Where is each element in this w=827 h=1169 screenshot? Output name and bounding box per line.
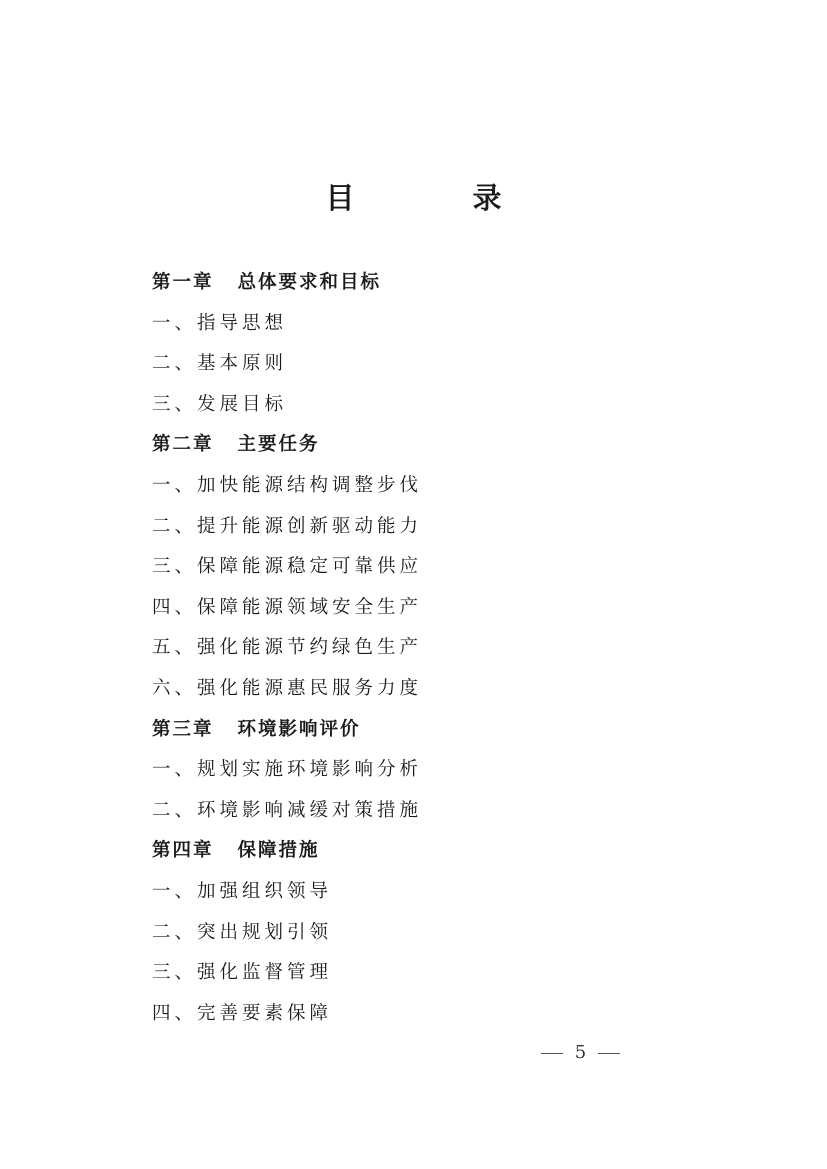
toc-section-title: 五、强化能源节约绿色生产 xyxy=(152,637,423,659)
toc-chapter-number: 第一章 xyxy=(152,272,214,293)
toc-section-entry[interactable] xyxy=(152,791,712,832)
page-number: 5 xyxy=(574,1042,587,1063)
toc-section-entry[interactable] xyxy=(152,913,712,954)
toc-section-entry[interactable] xyxy=(152,304,712,345)
toc-section-entry[interactable] xyxy=(152,669,712,710)
page-footer xyxy=(0,1040,827,1066)
toc-chapter-title: 总体要求和目标 xyxy=(237,272,382,293)
toc-section-title: 二、提升能源创新驱动能力 xyxy=(152,515,423,537)
toc-section-title: 一、规划实施环境影响分析 xyxy=(152,759,423,781)
toc-chapter-entry[interactable] xyxy=(152,263,712,304)
toc-section-title: 一、加快能源结构调整步伐 xyxy=(152,474,423,496)
toc-section-title: 二、环境影响减缓对策措施 xyxy=(152,799,423,821)
toc-section-title: 三、保障能源稳定可靠供应 xyxy=(152,556,423,578)
toc-section-title: 三、发展目标 xyxy=(152,393,288,415)
toc-chapter-entry[interactable] xyxy=(152,425,712,466)
toc-section-title: 四、保障能源领域安全生产 xyxy=(152,596,423,618)
toc-chapter-title: 保障措施 xyxy=(237,840,320,862)
toc-section-entry[interactable] xyxy=(152,750,712,791)
toc-section-title: 二、基本原则 xyxy=(152,353,288,375)
toc-section-title: 四、完善要素保障 xyxy=(152,1002,333,1024)
toc-section-title: 二、突出规划引领 xyxy=(152,921,333,943)
toc-chapter-number: 第四章 xyxy=(152,840,214,862)
toc-section-title: 三、强化监督管理 xyxy=(152,962,333,984)
toc-section-entry[interactable] xyxy=(152,588,712,629)
toc-section-entry[interactable] xyxy=(152,953,712,994)
toc-section-entry[interactable] xyxy=(152,547,712,588)
toc-section-entry[interactable] xyxy=(152,385,712,426)
toc-chapter-number: 第三章 xyxy=(152,718,214,740)
page-number-dash-right xyxy=(598,1053,620,1054)
toc-section-entry[interactable] xyxy=(152,507,712,548)
toc-section-entry[interactable] xyxy=(152,628,712,669)
toc-section-title: 一、指导思想 xyxy=(152,312,288,334)
toc-section-title: 六、强化能源惠民服务力度 xyxy=(152,677,423,699)
toc-section-entry[interactable] xyxy=(152,872,712,913)
toc-section-title: 一、加强组织领导 xyxy=(152,880,333,902)
table-of-contents xyxy=(152,263,712,1034)
toc-section-entry[interactable] xyxy=(152,994,712,1035)
toc-chapter-title: 主要任务 xyxy=(237,434,320,456)
toc-chapter-entry[interactable] xyxy=(152,831,712,872)
toc-chapter-entry[interactable] xyxy=(152,710,712,751)
page-number-dash-left xyxy=(541,1053,563,1054)
toc-chapter-number: 第二章 xyxy=(152,434,214,456)
toc-title: 目 录 xyxy=(325,181,556,215)
toc-section-entry[interactable] xyxy=(152,466,712,507)
toc-chapter-title: 环境影响评价 xyxy=(237,718,361,740)
toc-section-entry[interactable] xyxy=(152,344,712,385)
